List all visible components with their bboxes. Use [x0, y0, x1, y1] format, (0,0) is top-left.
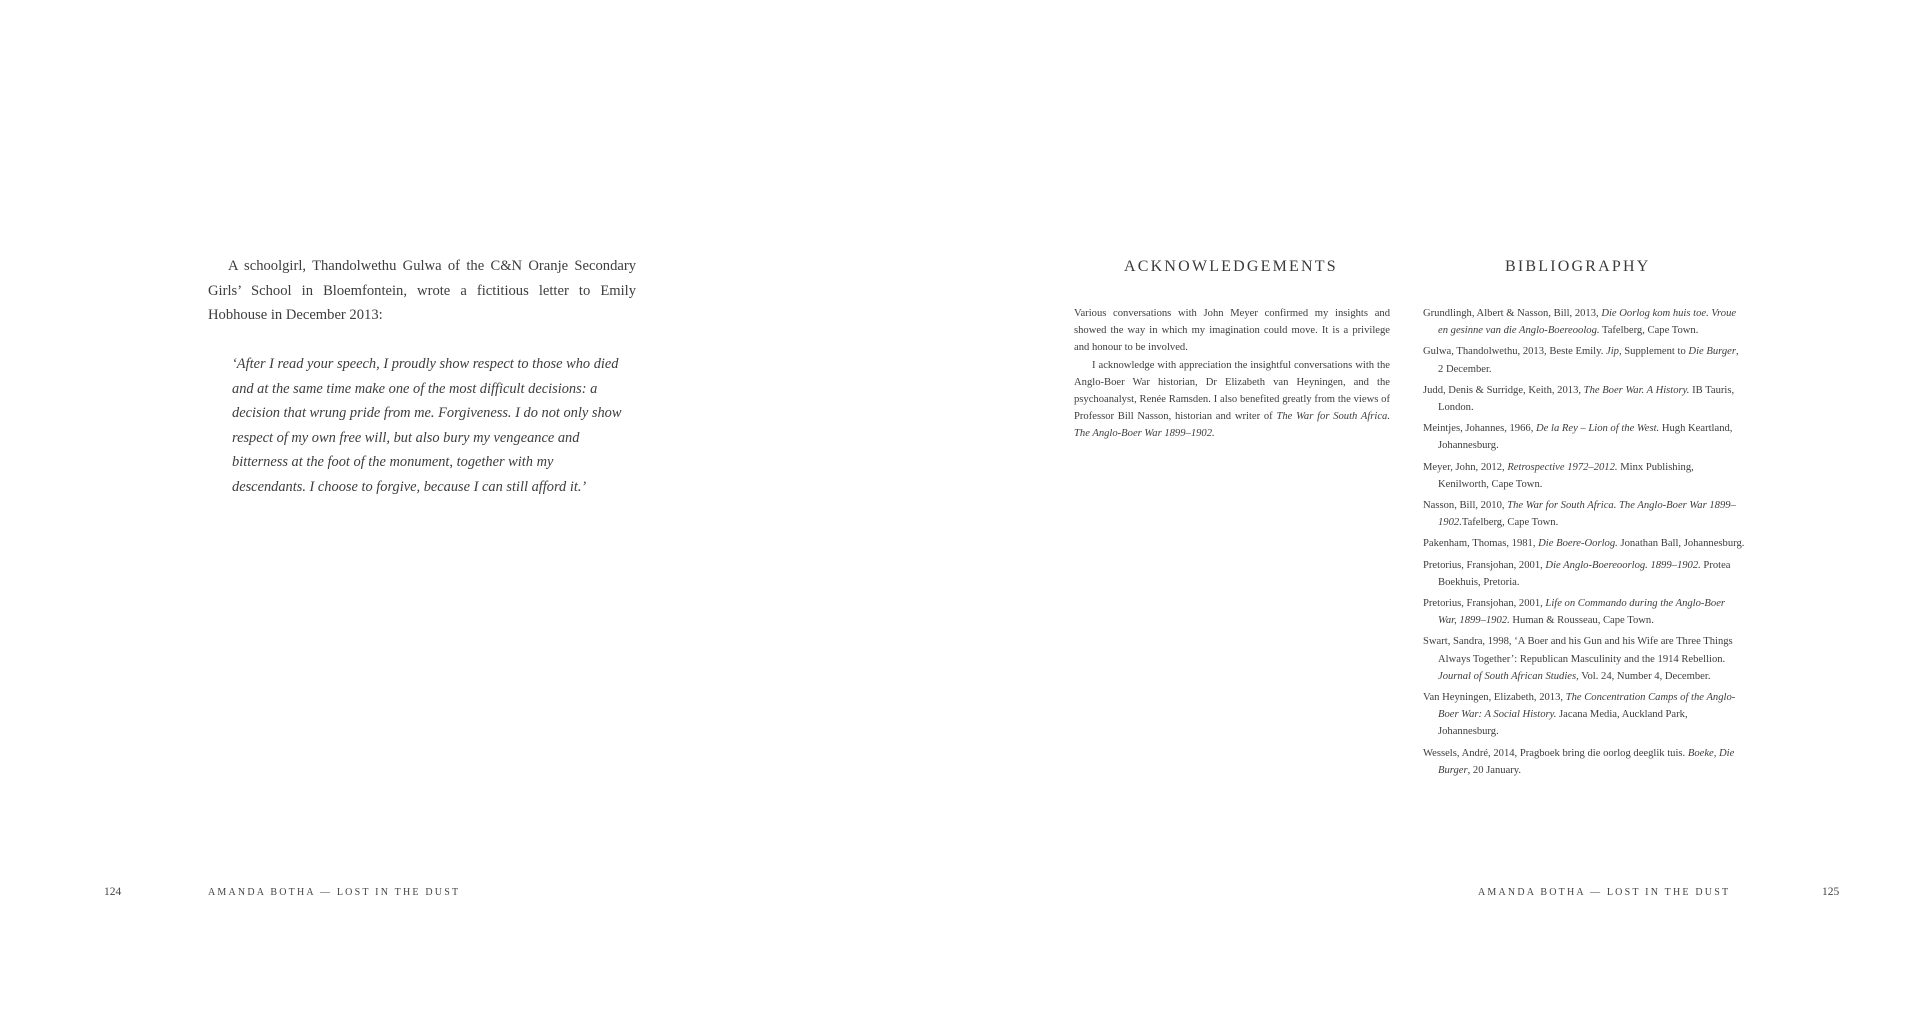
entry-publisher: Jacana Media, Auckland Park, Johannesburg. — [1438, 709, 1688, 738]
right-page — [960, 0, 1920, 1028]
entry-author: Swart, Sandra, 1998, ‘A Boer and his Gun and his Wife are Three Things Always Together’: Republican Masculinity and the 1914 Rebellion. — [1423, 636, 1733, 665]
bibliography-entry — [1423, 595, 1745, 629]
acknowledgements-p2-title: The War for South Africa. The Anglo-Boer War 1899–1902. — [1074, 411, 1390, 440]
acknowledgements-heading: ACKNOWLEDGEMENTS — [1124, 258, 1338, 275]
bibliography-entry — [1423, 305, 1745, 339]
entry-author: Wessels, André, 2014, Pragboek bring die oorlog deeglik tuis. — [1423, 747, 1688, 759]
entry-title: Jip — [1606, 346, 1619, 358]
entry-publisher: Tafelberg, Cape Town. — [1599, 325, 1699, 337]
entry-title: De la Rey – Lion of the West. — [1536, 423, 1660, 435]
entry-author: Pretorius, Fransjohan, 2001, — [1423, 598, 1546, 610]
page-number-right: 125 — [1822, 886, 1840, 898]
entry-publisher: Hugh Keartland, Johannesburg. — [1438, 423, 1733, 452]
bibliography-entry — [1423, 343, 1745, 377]
intro-paragraph: A schoolgirl, Thandolwethu Gulwa of the C&N Oranje Secondary Girls’ School in Bloemfontein, wrote a fictitious letter to Emily Hobhouse in December 2013: — [208, 258, 636, 323]
bibliography-entry — [1423, 459, 1745, 493]
entry-author: Van Heyningen, Elizabeth, 2013, — [1423, 692, 1566, 704]
letter-quote: ‘After I read your speech, I proudly show respect to those who died and at the same time make one of the most difficult decisions: a decision that wrung pride from me. Forgiveness. I do not only show respect of my own free will, but also bury my vengeance and bitterness at the foot of the monument, together with my descendants. I choose to forgive, because I can still afford it.’ — [232, 356, 622, 495]
entry-publisher: , Vol. 24, Number 4, December. — [1576, 670, 1711, 682]
bibliography-entry — [1423, 689, 1745, 741]
entry-title-secondary: Die Burger — [1688, 346, 1736, 358]
bibliography-list — [1423, 305, 1745, 783]
entry-author: Judd, Denis & Surridge, Keith, 2013, — [1423, 384, 1584, 396]
bibliography-entry — [1423, 382, 1745, 416]
acknowledgements-paragraph-2 — [1074, 357, 1390, 443]
entry-title: The War for South Africa. The Anglo-Boer War 1899–1902. — [1438, 500, 1736, 529]
entry-title: Die Oorlog kom huis toe. Vroue en gesinne van die Anglo-Boereoolog. — [1438, 308, 1737, 337]
entry-title: The Boer War. A History. — [1583, 384, 1690, 396]
entry-date: , 2 December. — [1438, 346, 1739, 375]
bibliography-entry — [1423, 420, 1745, 454]
entry-author: Nasson, Bill, 2010, — [1423, 500, 1508, 512]
acknowledgements-body — [1074, 305, 1390, 443]
entry-author: Grundlingh, Albert & Nasson, Bill, 2013, — [1423, 308, 1602, 319]
entry-author: Meintjes, Johannes, 1966, — [1423, 423, 1536, 435]
bibliography-entry — [1423, 633, 1745, 685]
acknowledgements-paragraph-1: Various conversations with John Meyer confirmed my insights and showed the way in which my imagination could move. It is a privilege and honour to be involved. — [1074, 308, 1390, 354]
entry-publisher: Jonathan Ball, Johannesburg. — [1617, 538, 1745, 550]
entry-author: Pakenham, Thomas, 1981, — [1423, 538, 1539, 550]
running-head-left: AMANDA BOTHA — LOST IN THE DUST — [208, 887, 461, 898]
page-number-left: 124 — [104, 886, 122, 898]
bibliography-entry — [1423, 745, 1745, 779]
entry-publisher: Minx Publishing, Kenilworth, Cape Town. — [1438, 461, 1694, 490]
entry-title: Retrospective 1972–2012. — [1507, 461, 1618, 473]
bibliography-entry — [1423, 535, 1745, 552]
entry-author: Meyer, John, 2012, — [1423, 461, 1508, 473]
entry-publisher: IB Tauris, London. — [1438, 384, 1735, 414]
bibliography-entry — [1423, 557, 1745, 591]
entry-publisher: Human & Rousseau, Cape Town. — [1509, 615, 1654, 627]
acknowledgements-p2-text: I acknowledge with appreciation the insightful conversations with the Anglo-Boer War historian, Dr Elizabeth van Heyningen, and the psychoanalyst, Renée Ramsden. I also benefited greatly from the views of Professor Bill Nasson, historian and writer of — [1074, 359, 1390, 423]
entry-publisher: , Supplement to — [1618, 346, 1689, 358]
entry-title: Die Boere-Oorlog. — [1538, 538, 1618, 550]
entry-author: Gulwa, Thandolwethu, 2013, Beste Emily. — [1423, 346, 1607, 358]
entry-publisher: Protea Boekhuis, Pretoria. — [1438, 559, 1731, 588]
entry-title: Life on Commando during the Anglo-Boer War, 1899–1902. — [1438, 598, 1726, 627]
entry-title: The Concentration Camps of the Anglo-Boer War: A Social History. — [1438, 692, 1736, 721]
entry-publisher: , 20 January. — [1467, 764, 1522, 776]
entry-author: Pretorius, Fransjohan, 2001, — [1423, 559, 1546, 571]
bibliography-entry — [1423, 497, 1745, 531]
bibliography-heading: BIBLIOGRAPHY — [1505, 258, 1651, 275]
entry-title: Die Anglo-Boereoorlog. 1899–1902. — [1545, 559, 1701, 571]
entry-title: Boeke, Die Burger — [1438, 747, 1735, 776]
entry-publisher: Tafelberg, Cape Town. — [1461, 517, 1559, 529]
entry-title: Journal of South African Studies — [1438, 670, 1577, 682]
running-head-right: AMANDA BOTHA — LOST IN THE DUST — [1478, 887, 1731, 898]
